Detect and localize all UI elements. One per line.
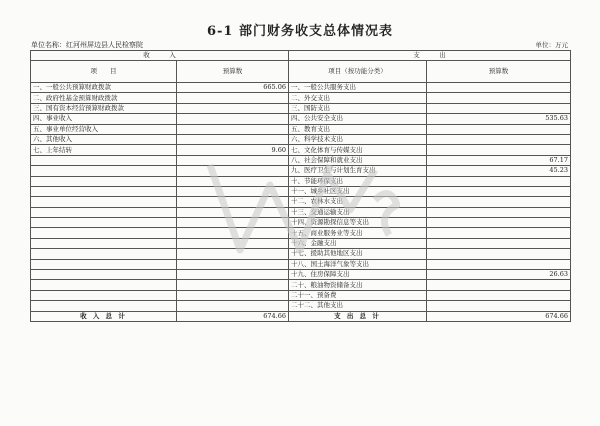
table-row	[31, 155, 571, 165]
expense-budget-cell	[427, 176, 571, 186]
expense-budget-cell	[427, 290, 571, 300]
table-row	[31, 103, 571, 113]
expense-header: 支 出	[289, 51, 571, 61]
expense-budget-header: 预算数	[427, 61, 571, 83]
expense-item-cell: 四、公共安全支出	[289, 114, 427, 124]
expense-budget-cell: 45.23	[427, 166, 571, 176]
expense-budget-cell	[427, 238, 571, 248]
table-row	[31, 134, 571, 144]
expense-item-cell: 二、外交支出	[289, 93, 427, 103]
income-budget-cell	[177, 114, 289, 124]
income-total-value: 674.66	[177, 311, 289, 321]
income-budget-cell	[177, 197, 289, 207]
income-budget-cell	[177, 238, 289, 248]
header-row-columns	[31, 61, 571, 83]
income-item-cell	[31, 155, 177, 165]
table-row	[31, 114, 571, 124]
income-item-cell: 六、其他收入	[31, 134, 177, 144]
income-item-cell	[31, 228, 177, 238]
income-budget-cell	[177, 218, 289, 228]
income-item-cell	[31, 259, 177, 269]
expense-total-value: 674.66	[427, 311, 571, 321]
income-budget-cell	[177, 124, 289, 134]
expense-item-cell: 二十二、其他支出	[289, 301, 427, 311]
income-budget-header: 预算数	[177, 61, 289, 83]
table-row	[31, 280, 571, 290]
income-item-cell	[31, 197, 177, 207]
expense-budget-cell	[427, 134, 571, 144]
income-item-cell: 一、一般公共预算财政拨款	[31, 83, 177, 93]
totals-row	[31, 311, 571, 321]
expense-budget-cell	[427, 124, 571, 134]
expense-budget-cell	[427, 103, 571, 113]
table-row	[31, 93, 571, 103]
income-item-cell: 七、上年结转	[31, 145, 177, 155]
expense-item-cell: 七、文化体育与传媒支出	[289, 145, 427, 155]
income-item-cell	[31, 218, 177, 228]
table-row	[31, 259, 571, 269]
income-item-cell	[31, 280, 177, 290]
expense-item-cell: 十二、农林水支出	[289, 197, 427, 207]
table-row	[31, 270, 571, 280]
expense-budget-cell: 26.63	[427, 270, 571, 280]
table-row	[31, 166, 571, 176]
unit-label: 单位：万元	[535, 41, 568, 49]
income-item-cell	[31, 290, 177, 300]
expense-budget-cell	[427, 218, 571, 228]
expense-item-cell: 一、一般公共服务支出	[289, 83, 427, 93]
income-budget-cell	[177, 259, 289, 269]
income-budget-cell: 9.60	[177, 145, 289, 155]
income-header: 收 入	[31, 51, 289, 61]
table-row	[31, 228, 571, 238]
income-budget-cell	[177, 249, 289, 259]
table-row	[31, 145, 571, 155]
expense-item-cell: 十七、援助其他地区支出	[289, 249, 427, 259]
income-item-cell	[31, 249, 177, 259]
expense-budget-cell: 67.17	[427, 155, 571, 165]
table-row	[31, 186, 571, 196]
expense-item-cell: 二十一、预备费	[289, 290, 427, 300]
income-budget-cell	[177, 270, 289, 280]
table-row	[31, 218, 571, 228]
income-budget-cell	[177, 134, 289, 144]
expense-item-cell: 二十、粮油物资储备支出	[289, 280, 427, 290]
table-row	[31, 197, 571, 207]
income-item-cell	[31, 166, 177, 176]
income-budget-cell	[177, 228, 289, 238]
income-budget-cell	[177, 176, 289, 186]
table-row	[31, 124, 571, 134]
expense-budget-cell	[427, 228, 571, 238]
expense-budget-cell	[427, 145, 571, 155]
income-budget-cell	[177, 155, 289, 165]
income-total-label: 收 入 总 计	[31, 311, 177, 321]
table-row	[31, 83, 571, 93]
expense-budget-cell	[427, 197, 571, 207]
unit-name: 单位名称：红河州屏边县人民检察院	[31, 41, 143, 49]
expense-item-cell: 九、医疗卫生与计划生育支出	[289, 166, 427, 176]
finance-table-body	[31, 51, 571, 322]
income-item-header: 项 目	[31, 61, 177, 83]
table-row	[31, 176, 571, 186]
table-row	[31, 238, 571, 248]
expense-item-cell: 十六、金融支出	[289, 238, 427, 248]
expense-total-label: 支 出 总 计	[289, 311, 427, 321]
expense-item-cell: 十四、资源勘探信息等支出	[289, 218, 427, 228]
expense-item-cell: 十三、交通运输支出	[289, 207, 427, 217]
income-budget-cell	[177, 290, 289, 300]
income-item-cell	[31, 186, 177, 196]
expense-budget-cell	[427, 259, 571, 269]
expense-budget-cell	[427, 280, 571, 290]
table-row	[31, 207, 571, 217]
income-item-cell: 四、事业收入	[31, 114, 177, 124]
income-budget-cell	[177, 207, 289, 217]
expense-item-cell: 十八、国土海洋气象等支出	[289, 259, 427, 269]
income-item-cell: 五、事业单位经营收入	[31, 124, 177, 134]
income-item-cell	[31, 207, 177, 217]
income-item-cell	[31, 270, 177, 280]
expense-item-cell: 十一、城乡社区支出	[289, 186, 427, 196]
table-row	[31, 249, 571, 259]
expense-item-cell: 十五、商业服务业等支出	[289, 228, 427, 238]
expense-budget-cell: 535.63	[427, 114, 571, 124]
finance-table	[30, 50, 571, 322]
income-budget-cell	[177, 166, 289, 176]
expense-item-header: 项目（按功能分类）	[289, 61, 427, 83]
expense-budget-cell	[427, 186, 571, 196]
page-title: 6-1 部门财务收支总体情况表	[206, 24, 393, 39]
income-item-cell: 三、国有资本经营预算财政拨款	[31, 103, 177, 113]
income-budget-cell	[177, 103, 289, 113]
expense-item-cell: 六、科学技术支出	[289, 134, 427, 144]
expense-item-cell: 三、国防支出	[289, 103, 427, 113]
expense-budget-cell	[427, 83, 571, 93]
income-budget-cell	[177, 280, 289, 290]
expense-item-cell: 十九、住房保障支出	[289, 270, 427, 280]
expense-item-cell: 五、教育支出	[289, 124, 427, 134]
expense-budget-cell	[427, 249, 571, 259]
expense-budget-cell	[427, 207, 571, 217]
header-row-group	[31, 51, 571, 61]
income-item-cell	[31, 238, 177, 248]
expense-item-cell: 十、节能环保支出	[289, 176, 427, 186]
expense-budget-cell	[427, 301, 571, 311]
income-budget-cell: 665.06	[177, 83, 289, 93]
income-item-cell	[31, 176, 177, 186]
income-budget-cell	[177, 93, 289, 103]
income-item-cell	[31, 301, 177, 311]
table-row	[31, 301, 571, 311]
income-budget-cell	[177, 186, 289, 196]
expense-item-cell: 八、社会保障和就业支出	[289, 155, 427, 165]
expense-budget-cell	[427, 93, 571, 103]
table-row	[31, 290, 571, 300]
income-budget-cell	[177, 301, 289, 311]
income-item-cell: 二、政府性基金预算财政拨款	[31, 93, 177, 103]
